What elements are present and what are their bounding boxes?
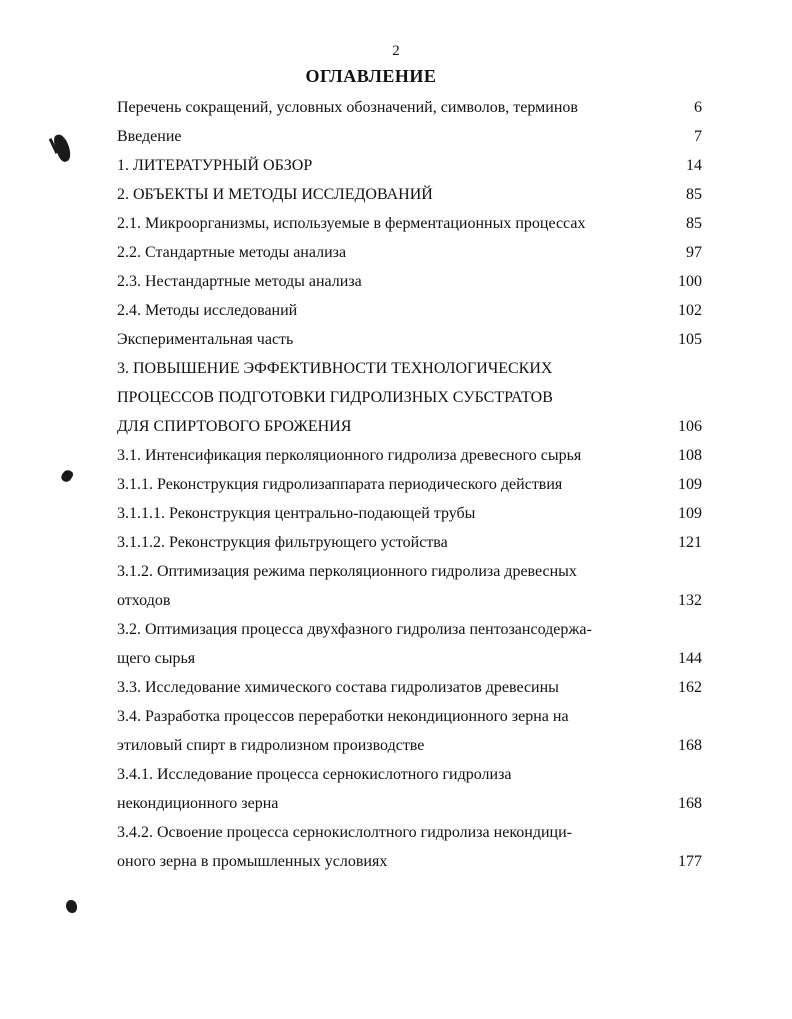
toc-entry-page: 121 (678, 534, 702, 551)
toc-entry-text (117, 354, 642, 441)
toc-entry (117, 818, 702, 876)
toc-entry-line: 2.2. Стандартные методы анализа (117, 244, 347, 261)
toc-entry-text (117, 296, 642, 325)
toc-entry-text (117, 267, 642, 296)
toc-entry (117, 499, 702, 528)
toc-entry-line: Перечень сокращений, условных обозначений, символов, терминов (117, 99, 578, 116)
toc-entry-line: 2. ОБЪЕКТЫ И МЕТОДЫ ИССЛЕДОВАНИЙ (117, 186, 433, 203)
toc-entry-page: 168 (678, 737, 702, 754)
toc-entry-page: 109 (678, 505, 702, 522)
toc-entry-page: 105 (678, 331, 702, 348)
toc-entry-text (117, 209, 642, 238)
toc-entry-page: 6 (694, 99, 702, 116)
ink-smudge-mark (60, 468, 75, 483)
toc-entry-page: 177 (678, 853, 702, 870)
toc-entry-line: оного зерна в промышленных условиях (117, 853, 388, 870)
toc-entry-page: 85 (686, 215, 702, 232)
toc-entry-line: 3.4. Разработка процессов переработки некондиционного зерна на (117, 708, 569, 725)
toc-entry-text (117, 470, 642, 499)
toc-entry-page: 162 (678, 679, 702, 696)
toc-entry-line: некондиционного зерна (117, 795, 279, 812)
toc-entry-line: Введение (117, 128, 182, 145)
toc-entry (117, 296, 702, 325)
toc-entry-page: 109 (678, 476, 702, 493)
toc-entry-text (117, 441, 642, 470)
table-of-contents (117, 93, 702, 876)
toc-entry-line: 3.4.2. Освоение процесса сернокислолтного гидролиза некондици- (117, 824, 572, 841)
toc-entry-line: ДЛЯ СПИРТОВОГО БРОЖЕНИЯ (117, 418, 352, 435)
toc-entry (117, 760, 702, 818)
toc-entry (117, 325, 702, 354)
toc-entry (117, 180, 702, 209)
toc-entry-line: этиловый спирт в гидролизном производстве (117, 737, 425, 754)
toc-entry (117, 354, 702, 441)
toc-entry (117, 557, 702, 615)
toc-entry-line: 3.1.2. Оптимизация режима перколяционного гидролиза древесных (117, 563, 577, 580)
toc-entry-text (117, 180, 642, 209)
toc-entry-line: 3.1.1.1. Реконструкция центрально-подающей трубы (117, 505, 476, 522)
toc-entry-line: 3.1.1. Реконструкция гидролизаппарата периодического действия (117, 476, 563, 493)
toc-entry (117, 470, 702, 499)
toc-entry-text (117, 499, 642, 528)
page-number: 2 (392, 43, 400, 59)
toc-entry-text (117, 673, 642, 702)
toc-entry-text (117, 702, 642, 760)
toc-entry-page: 100 (678, 273, 702, 290)
toc-entry-line: 3.4.1. Исследование процесса сернокислотного гидролиза (117, 766, 512, 783)
toc-title: ОГЛАВЛЕНИЕ (305, 66, 437, 86)
toc-entry-page: 132 (678, 592, 702, 609)
toc-entry-line: 3.1.1.2. Реконструкция фильтрующего устойства (117, 534, 448, 551)
toc-entry-text (117, 151, 642, 180)
toc-entry-line: 1. ЛИТЕРАТУРНЫЙ ОБЗОР (117, 157, 313, 174)
toc-entry (117, 238, 702, 267)
toc-entry (117, 441, 702, 470)
toc-entry-page: 97 (686, 244, 702, 261)
toc-entry-line: отходов (117, 592, 171, 609)
toc-entry (117, 209, 702, 238)
toc-entry-line: щего сырья (117, 650, 196, 667)
toc-entry-page: 108 (678, 447, 702, 464)
toc-entry (117, 93, 702, 122)
toc-entry (117, 673, 702, 702)
toc-entry-page: 106 (678, 418, 702, 435)
toc-entry-text (117, 760, 642, 818)
toc-entry-page: 85 (686, 186, 702, 203)
toc-entry-page: 168 (678, 795, 702, 812)
toc-entry-line: 3.1. Интенсификация перколяционного гидролиза древесного сырья (117, 447, 582, 464)
toc-entry-page: 7 (694, 128, 702, 145)
toc-entry (117, 702, 702, 760)
toc-entry-text (117, 557, 642, 615)
toc-entry-line: 2.1. Микроорганизмы, используемые в ферментационных процессах (117, 215, 586, 232)
toc-entry-line: 3. ПОВЫШЕНИЕ ЭФФЕКТИВНОСТИ ТЕХНОЛОГИЧЕСКИХ (117, 360, 553, 377)
toc-entry-page: 102 (678, 302, 702, 319)
toc-entry-line: ПРОЦЕССОВ ПОДГОТОВКИ ГИДРОЛИЗНЫХ СУБСТРАТОВ (117, 389, 553, 406)
toc-entry (117, 267, 702, 296)
toc-entry-text (117, 818, 642, 876)
toc-entry-text (117, 122, 642, 151)
toc-entry-page: 14 (686, 157, 702, 174)
toc-entry-text (117, 325, 642, 354)
toc-entry-line: 3.3. Исследование химического состава гидролизатов древесины (117, 679, 559, 696)
toc-entry-page: 144 (678, 650, 702, 667)
toc-entry-line: 3.2. Оптимизация процесса двухфазного гидролиза пентозансодержа- (117, 621, 592, 638)
toc-entry (117, 151, 702, 180)
toc-entry-text (117, 615, 642, 673)
toc-entry (117, 122, 702, 151)
toc-entry-line: 2.3. Нестандартные методы анализа (117, 273, 362, 290)
toc-entry-text (117, 528, 642, 557)
toc-entry-line: Экспериментальная часть (117, 331, 294, 348)
toc-entry-line: 2.4. Методы исследований (117, 302, 298, 319)
ink-smudge-mark (66, 900, 77, 913)
toc-entry (117, 528, 702, 557)
toc-entry-text (117, 93, 642, 122)
toc-entry-text (117, 238, 642, 267)
toc-entry (117, 615, 702, 673)
